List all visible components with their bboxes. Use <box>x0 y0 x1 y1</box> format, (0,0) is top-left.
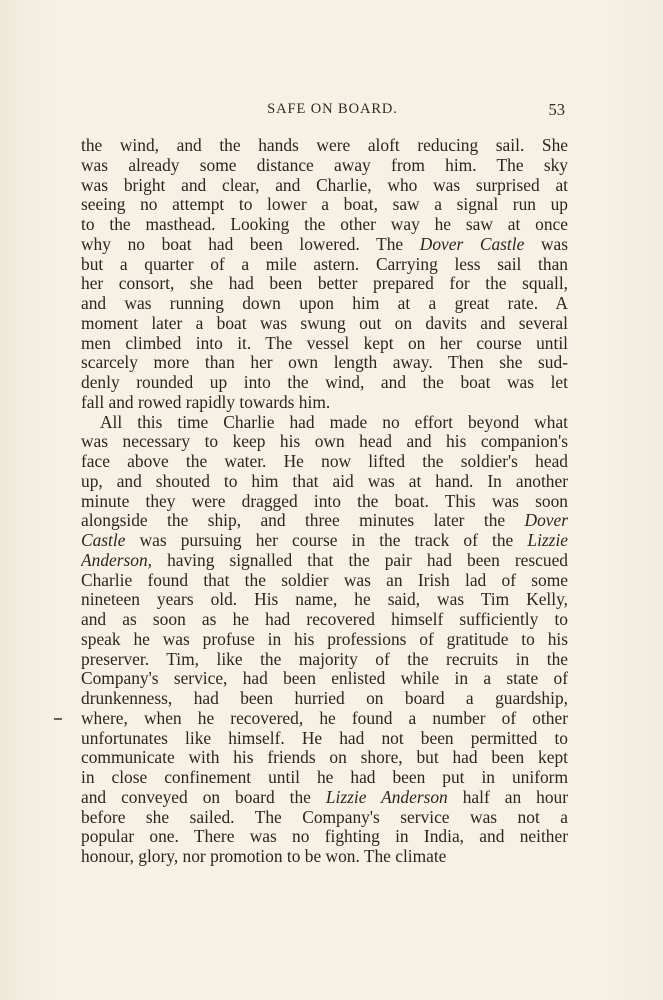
text-segment: All this time Charlie had made no effort beyond what <box>100 412 568 432</box>
text-segment: minute they were dragged into the boat. This was soon <box>81 491 568 511</box>
text-segment: drunkenness, had been hurried on board a guardship, <box>81 689 568 708</box>
text-segment: was <box>524 234 568 254</box>
text-segment: preserver. Tim, like the majority of the recruits in the <box>81 649 568 669</box>
margin-dash-mark <box>54 718 62 720</box>
text-segment: nineteen years old. His name, he said, was Tim Kelly, <box>81 590 568 610</box>
text-segment: and was running down upon him at a great rate. A <box>81 294 568 313</box>
text-segment: Charlie found that the soldier was an Irish lad of some <box>81 570 568 590</box>
text-line <box>81 590 568 610</box>
text-segment: seeing no attempt to lower a boat, saw a signal run up <box>81 195 568 215</box>
text-segment: but a quarter of a mile astern. Carrying less sail than <box>81 254 568 274</box>
text-segment: and as soon as he had recovered himself sufficiently to <box>81 610 568 629</box>
text-line <box>81 472 568 492</box>
text-segment: was necessary to keep his own head and his companion's <box>81 432 568 452</box>
text-segment: men climbed into it. The vessel kept on her course until <box>81 333 568 353</box>
text-segment: moment later a boat was swung out on davits and several <box>81 313 568 333</box>
text-segment: was already some distance away from him. The sky <box>81 155 568 175</box>
text-line <box>81 650 568 670</box>
text-line <box>81 413 568 433</box>
text-line <box>81 176 568 196</box>
text-line <box>81 511 568 531</box>
text-line <box>81 294 568 314</box>
text-segment: honour, glory, nor promotion to be won. The climate <box>81 847 447 866</box>
text-line <box>81 136 568 156</box>
text-segment: up, and shouted to him that aid was at hand. In another <box>81 471 568 491</box>
text-segment: unfortunates like himself. He had not been permitted to <box>81 728 568 748</box>
text-line <box>81 689 568 709</box>
text-segment: speak he was profuse in his professions of gratitude to his <box>81 629 568 649</box>
text-line <box>81 314 568 334</box>
italic-title: Castle <box>81 531 126 550</box>
text-segment: popular one. There was no fighting in India, and neither <box>81 827 568 847</box>
text-line <box>81 334 568 354</box>
text-segment: before she sailed. The Company's service was not a <box>81 807 568 827</box>
text-line <box>81 432 568 452</box>
text-segment: why no boat had been lowered. The <box>81 234 420 254</box>
text-line <box>81 808 568 828</box>
italic-title: Dover Castle <box>419 234 525 254</box>
text-line <box>81 274 568 294</box>
running-header <box>80 101 567 123</box>
text-line <box>81 452 568 472</box>
text-segment: to the masthead. Looking the other way he saw at once <box>81 215 568 234</box>
text-line <box>81 571 568 591</box>
text-line <box>81 373 568 393</box>
text-line <box>81 610 568 630</box>
text-segment: where, when he recovered, he found a number of other <box>81 708 568 728</box>
text-line <box>81 709 568 729</box>
italic-title: Lizzie Anderson <box>325 787 448 807</box>
text-line <box>81 255 568 275</box>
italic-title: Dover <box>524 511 568 531</box>
text-segment: was pursuing her course in the track of the <box>125 531 528 550</box>
text-line <box>81 788 568 808</box>
text-segment: alongside the ship, and three minutes later the <box>81 511 525 531</box>
text-segment: communicate with his friends on shore, but had been kept <box>81 748 568 768</box>
text-line <box>81 195 568 215</box>
text-segment: fall and rowed rapidly towards him. <box>81 392 331 412</box>
text-segment: having signalled that the pair had been rescued <box>152 550 568 570</box>
text-segment: half an hour <box>447 787 568 807</box>
text-line <box>81 630 568 650</box>
body-text <box>81 136 568 867</box>
text-segment: in close confinement until he had been put in uniform <box>81 768 568 787</box>
text-line <box>81 748 568 768</box>
text-line <box>81 847 568 867</box>
text-segment: scarcely more than her own length away. Then she sud- <box>81 353 568 373</box>
text-line <box>81 669 568 689</box>
text-line <box>81 729 568 749</box>
text-segment: the wind, and the hands were aloft reducing sail. She <box>81 136 568 155</box>
text-segment: face above the water. He now lifted the soldier's head <box>81 452 568 471</box>
text-line <box>81 551 568 571</box>
text-line <box>81 156 568 176</box>
text-line <box>81 531 568 551</box>
text-segment: her consort, she had been better prepared for the squall, <box>81 274 568 294</box>
text-line <box>81 393 568 413</box>
text-segment: and conveyed on board the <box>81 787 326 807</box>
text-line <box>81 353 568 373</box>
text-segment: Company's service, had been enlisted while in a state of <box>81 669 568 689</box>
text-segment: was bright and clear, and Charlie, who was surprised at <box>81 175 568 195</box>
page-number: 53 <box>548 100 565 119</box>
text-segment: denly rounded up into the wind, and the boat was let <box>81 373 568 392</box>
italic-title: Anderson, <box>81 550 153 570</box>
text-line <box>81 768 568 788</box>
text-line <box>81 827 568 847</box>
italic-title: Lizzie <box>527 531 568 550</box>
text-line <box>81 492 568 512</box>
text-line <box>81 235 568 255</box>
running-title: SAFE ON BOARD. <box>267 101 398 117</box>
text-line <box>81 215 568 235</box>
